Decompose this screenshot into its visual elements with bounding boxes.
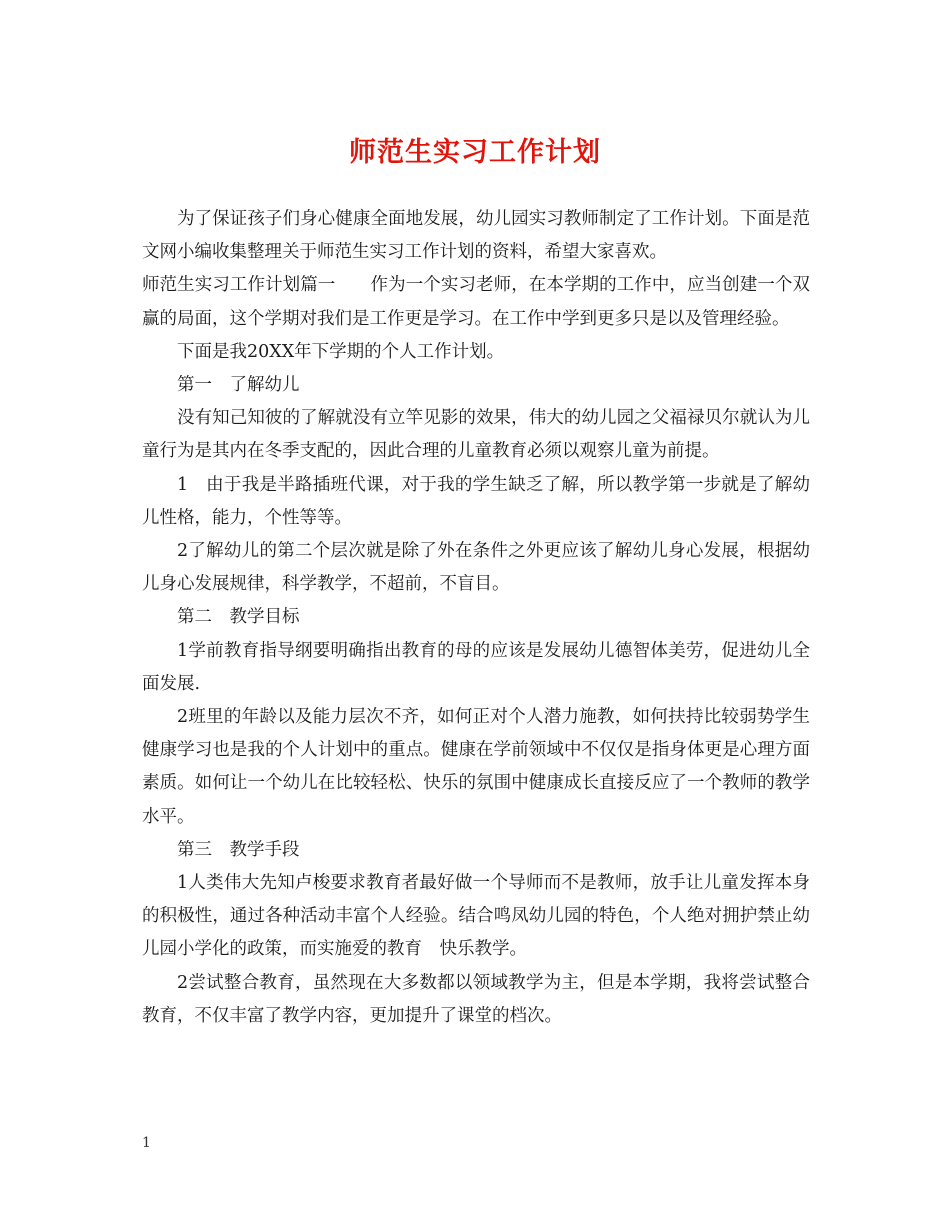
plan-statement-paragraph: 下面是我20XX年下学期的个人工作计划。 [177, 341, 505, 362]
paragraph-item-1-1: 1 由于我是半路插班代课，对于我的学生缺乏了解，所以教学第一步就是了解幼儿性格，能力，个性等等。 [142, 474, 810, 528]
document-title: 师范生实习工作计划 [349, 137, 601, 168]
section-heading-3: 第三 教学手段 [177, 839, 300, 860]
section-heading-2: 第二 教学目标 [177, 607, 300, 628]
plan-one-paragraph: 师范生实习工作计划篇一 作为一个实习老师，在本学期的工作中，应当创建一个双赢的局面，这个学期对我们是工作更是学习。在工作中学到更多只是以及管理经验。 [142, 275, 810, 329]
paragraph-item-1-2: 2了解幼儿的第二个层次就是除了外在条件之外更应该了解幼儿身心发展，根据幼儿身心发展规律，科学教学，不超前，不盲目。 [142, 541, 810, 595]
section-heading-1: 第一 了解幼儿 [177, 375, 300, 396]
paragraph-item-3-1: 1人类伟大先知卢梭要求教育者最好做一个导师而不是教师，放手让儿童发挥本身的积极性，通过各种活动丰富个人经验。结合鸣凤幼儿园的特色，个人绝对拥护禁止幼儿园小学化的政策，而实施爱的教育 快乐教学。 [142, 873, 810, 960]
paragraph-item-2-2: 2班里的年龄以及能力层次不齐，如何正对个人潜力施教，如何扶持比较弱势学生健康学习也是我的个人计划中的重点。健康在学前领域中不仅仅是指身体更是心理方面素质。如何让一个幼儿在比较轻松、快乐的氛围中健康成长直接反应了一个教师的教学水平。 [142, 707, 810, 827]
paragraph-item-3-2: 2尝试整合教育，虽然现在大多数都以领域教学为主，但是本学期，我将尝试整合教育，不仅丰富了教学内容，更加提升了课堂的档次。 [142, 972, 810, 1026]
page-number: 1 [142, 1135, 151, 1151]
intro-paragraph: 为了保证孩子们身心健康全面地发展，幼儿园实习教师制定了工作计划。下面是范文网小编收集整理关于师范生实习工作计划的资料，希望大家喜欢。 [142, 209, 810, 263]
paragraph-item-2-1: 1学前教育指导纲要明确指出教育的母的应该是发展幼儿德智体美劳，促进幼儿全面发展. [142, 640, 810, 694]
document-body [142, 203, 810, 1033]
paragraph-understanding: 没有知己知彼的了解就没有立竿见影的效果，伟大的幼儿园之父福禄贝尔就认为儿童行为是其内在冬季支配的，因此合理的儿童教育必须以观察儿童为前提。 [142, 408, 810, 462]
